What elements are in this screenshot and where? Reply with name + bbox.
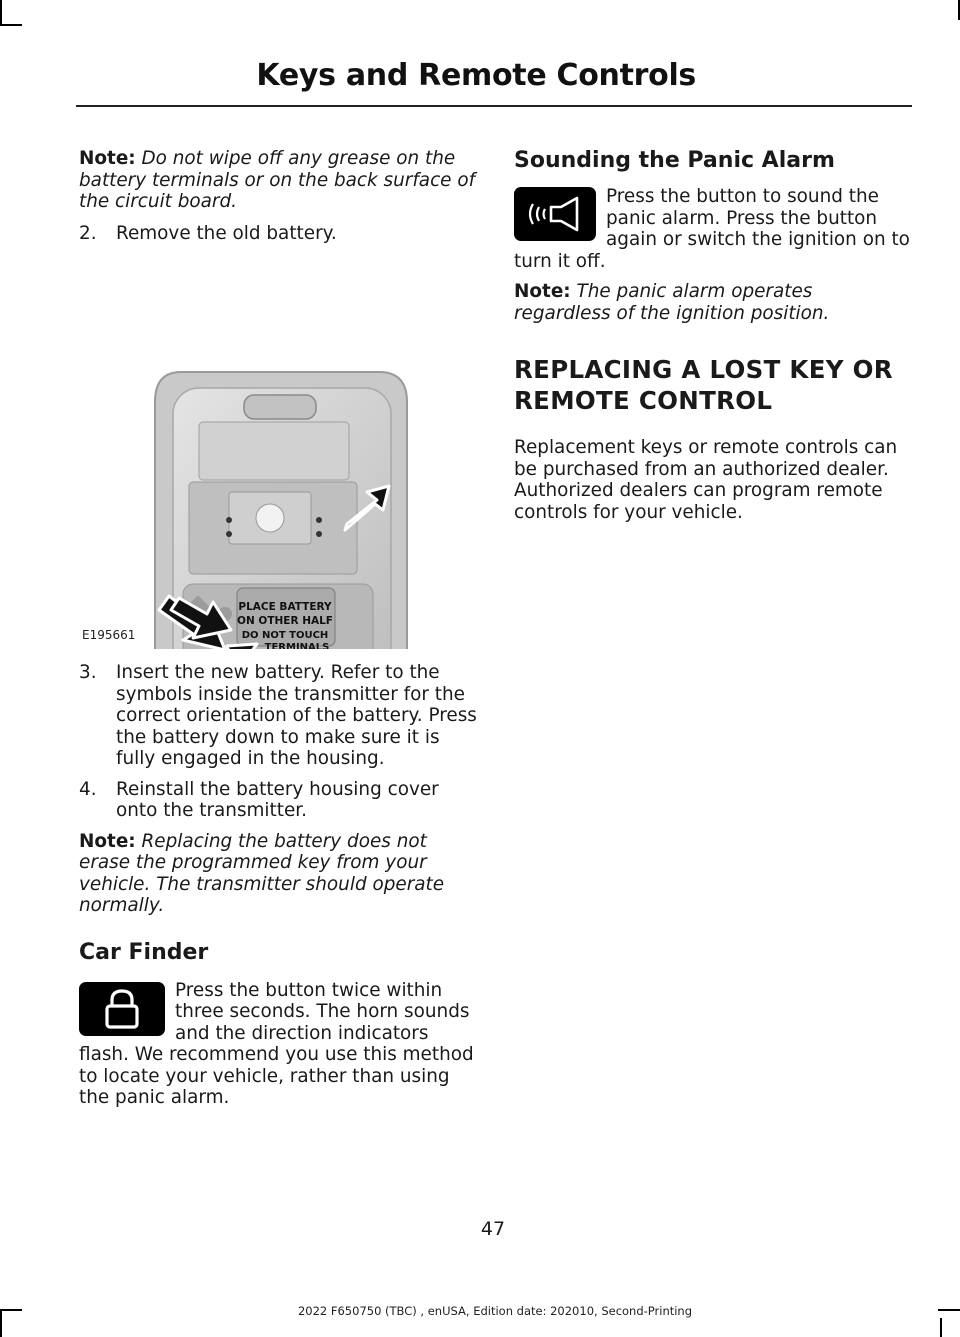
step-2: [79, 223, 477, 245]
car-finder-text: Press the button twice within three seconds. The horn sounds and the direction indicators flash. We recommend you use this method to locate your vehicle, rather than using the panic alarm.: [79, 979, 474, 1108]
crop-mark: [940, 1318, 942, 1337]
note-text: Replacing the battery does not erase the programmed key from your vehicle. The transmitter should operate normally.: [79, 830, 445, 916]
step-number: 2.: [79, 222, 97, 244]
step-number: 4.: [79, 778, 97, 800]
figure-label-line1: PLACE BATTERY: [238, 601, 332, 613]
car-finder-heading: Car Finder: [79, 939, 209, 965]
step-4: [79, 779, 477, 822]
header-divider: [76, 105, 912, 107]
note-battery-programmed: [79, 831, 477, 917]
replace-text: Replacement keys or remote controls can be purchased from an authorized dealer. Authorized dealers can program remote controls for your vehicle.: [514, 437, 898, 523]
step-text: Insert the new battery. Refer to the symbols inside the transmitter for the correct orientation of the battery. Press the battery down to make sure it is fully engaged in the housing.: [116, 662, 477, 769]
key-fob-battery-illustration: [79, 254, 477, 649]
right-column: [514, 148, 910, 523]
left-column: [79, 148, 477, 1109]
crop-mark: [0, 24, 22, 26]
note-label: Note:: [79, 830, 136, 852]
figure-id: E195661: [82, 628, 136, 642]
figure-label-line2: ON OTHER HALF: [237, 615, 333, 627]
panic-alarm-text: Press the button to sound the panic alarm. Press the button again or switch the ignition on to turn it off.: [514, 186, 910, 272]
replace-heading-line1: REPLACING A LOST KEY OR: [514, 355, 893, 384]
step-text: Reinstall the battery housing cover onto the transmitter.: [116, 778, 439, 821]
panic-alarm-section: [514, 186, 910, 272]
step-text: Remove the old battery.: [116, 222, 337, 244]
note-battery-grease: [79, 148, 477, 213]
lock-icon: [79, 982, 165, 1036]
figure-label-line3: DO NOT TOUCH: [241, 630, 329, 641]
note-text: Do not wipe off any grease on the battery terminals or on the back surface of the circuit board.: [79, 148, 476, 212]
step-number: 3.: [79, 662, 97, 683]
note-panic-alarm: [514, 281, 910, 324]
panic-alarm-heading: Sounding the Panic Alarm: [514, 148, 835, 173]
page-number: 47: [480, 1218, 506, 1240]
crop-mark: [0, 0, 2, 26]
step-3: [79, 662, 477, 770]
battery-figure: [79, 254, 477, 649]
note-label: Note:: [514, 281, 571, 302]
page-header-title: Keys and Remote Controls: [256, 58, 696, 93]
car-finder-section: [79, 980, 477, 1109]
figure-label-line4: TERMINALS: [264, 642, 330, 649]
note-text: The panic alarm operates regardless of the ignition position.: [514, 281, 830, 324]
replace-heading-line2: REMOTE CONTROL: [514, 386, 773, 415]
note-label: Note:: [79, 148, 136, 169]
footer-edition: 2022 F650750 (TBC) , enUSA, Edition date: 202010, Second-Printing: [297, 1304, 693, 1318]
panic-horn-icon: [514, 187, 596, 241]
